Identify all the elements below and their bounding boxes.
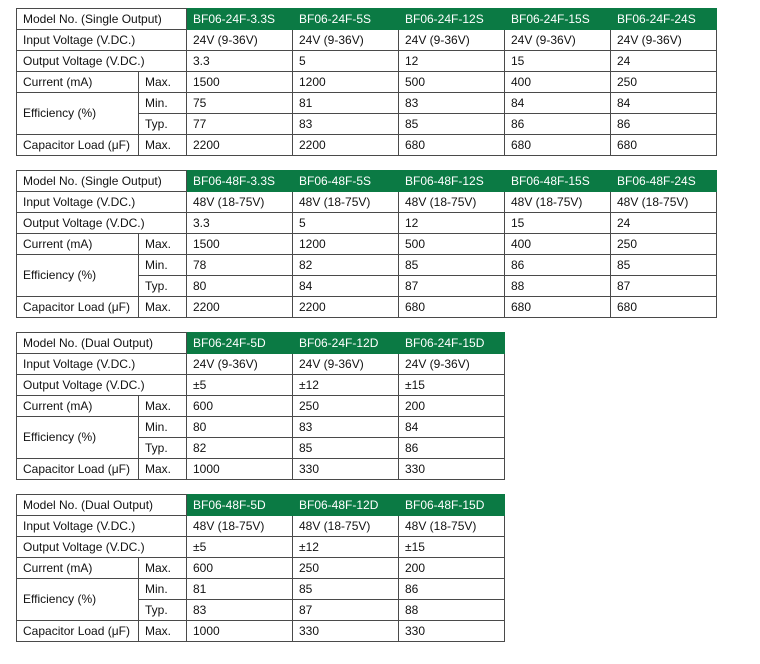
cell-value: 81 (293, 93, 399, 114)
cell-value: 250 (293, 396, 399, 417)
table-row (17, 93, 717, 114)
row-label: Output Voltage (V.DC.) (17, 537, 187, 558)
cell-value: 2200 (187, 297, 293, 318)
cell-value: 84 (399, 417, 505, 438)
cell-value: 15 (505, 213, 611, 234)
row-label: Current (mA) (17, 234, 139, 255)
cell-value: 400 (505, 72, 611, 93)
cell-value: ±5 (187, 537, 293, 558)
cell-value: 84 (293, 276, 399, 297)
cell-value: 330 (293, 459, 399, 480)
cell-value: 87 (611, 276, 717, 297)
row-qualifier: Typ. (139, 438, 187, 459)
cell-value: 88 (505, 276, 611, 297)
model-header: BF06-24F-3.3S (187, 9, 293, 30)
row-qualifier: Min. (139, 93, 187, 114)
cell-value: 680 (399, 297, 505, 318)
model-header: BF06-48F-15S (505, 171, 611, 192)
spec-table-48v-dual (16, 494, 505, 642)
cell-value: 24V (9-36V) (187, 354, 293, 375)
model-header: BF06-48F-5S (293, 171, 399, 192)
cell-value: 24V (9-36V) (187, 30, 293, 51)
cell-value: 330 (399, 621, 505, 642)
table-row (17, 354, 505, 375)
cell-value: 5 (293, 213, 399, 234)
table-row (17, 234, 717, 255)
cell-value: 86 (505, 255, 611, 276)
row-label: Input Voltage (V.DC.) (17, 354, 187, 375)
cell-value: 1000 (187, 459, 293, 480)
cell-value: 80 (187, 276, 293, 297)
cell-value: 330 (399, 459, 505, 480)
table-row (17, 333, 505, 354)
cell-value: 680 (611, 297, 717, 318)
cell-value: 88 (399, 600, 505, 621)
cell-value: 3.3 (187, 51, 293, 72)
cell-value: 83 (293, 114, 399, 135)
cell-value: 78 (187, 255, 293, 276)
table-row (17, 9, 717, 30)
row-qualifier: Min. (139, 255, 187, 276)
row-label: Capacitor Load (μF) (17, 459, 139, 480)
cell-value: 500 (399, 234, 505, 255)
table-row (17, 72, 717, 93)
cell-value: 24V (9-36V) (399, 30, 505, 51)
row-label: Capacitor Load (μF) (17, 297, 139, 318)
cell-value: 1200 (293, 72, 399, 93)
row-qualifier: Max. (139, 297, 187, 318)
cell-value: 200 (399, 396, 505, 417)
cell-value: 84 (611, 93, 717, 114)
table-row (17, 213, 717, 234)
model-header: BF06-48F-3.3S (187, 171, 293, 192)
row-qualifier: Typ. (139, 276, 187, 297)
cell-value: 75 (187, 93, 293, 114)
cell-value: 86 (399, 438, 505, 459)
model-header: BF06-48F-5D (187, 495, 293, 516)
cell-value: 77 (187, 114, 293, 135)
cell-value: 500 (399, 72, 505, 93)
cell-value: 48V (18-75V) (187, 516, 293, 537)
cell-value: 48V (18-75V) (399, 516, 505, 537)
table-title: Model No. (Dual Output) (17, 495, 187, 516)
table-row (17, 171, 717, 192)
model-header: BF06-24F-15S (505, 9, 611, 30)
row-qualifier: Max. (139, 621, 187, 642)
cell-value: 85 (399, 255, 505, 276)
table-row (17, 459, 505, 480)
row-label: Output Voltage (V.DC.) (17, 51, 187, 72)
cell-value: 5 (293, 51, 399, 72)
table-row (17, 417, 505, 438)
cell-value: 24V (9-36V) (611, 30, 717, 51)
row-label: Input Voltage (V.DC.) (17, 30, 187, 51)
model-header: BF06-24F-12S (399, 9, 505, 30)
table-row (17, 135, 717, 156)
cell-value: 2200 (187, 135, 293, 156)
cell-value: 48V (18-75V) (187, 192, 293, 213)
row-label: Capacitor Load (μF) (17, 621, 139, 642)
cell-value: 85 (399, 114, 505, 135)
cell-value: 330 (293, 621, 399, 642)
model-header: BF06-48F-15D (399, 495, 505, 516)
model-header: BF06-24F-5S (293, 9, 399, 30)
row-qualifier: Max. (139, 558, 187, 579)
table-row (17, 579, 505, 600)
cell-value: 83 (293, 417, 399, 438)
cell-value: 48V (18-75V) (611, 192, 717, 213)
model-header: BF06-24F-12D (293, 333, 399, 354)
cell-value: 48V (18-75V) (505, 192, 611, 213)
cell-value: 2200 (293, 135, 399, 156)
row-label: Input Voltage (V.DC.) (17, 516, 187, 537)
row-label: Current (mA) (17, 72, 139, 93)
cell-value: 1000 (187, 621, 293, 642)
cell-value: 15 (505, 51, 611, 72)
table-title: Model No. (Dual Output) (17, 333, 187, 354)
cell-value: 24V (9-36V) (293, 354, 399, 375)
table-row (17, 537, 505, 558)
cell-value: 680 (505, 297, 611, 318)
spec-table-24v-single (16, 8, 717, 156)
model-header: BF06-24F-15D (399, 333, 505, 354)
row-qualifier: Typ. (139, 600, 187, 621)
cell-value: 48V (18-75V) (293, 192, 399, 213)
cell-value: 81 (187, 579, 293, 600)
cell-value: 680 (611, 135, 717, 156)
cell-value: 12 (399, 51, 505, 72)
row-label: Efficiency (%) (17, 93, 139, 135)
row-label: Current (mA) (17, 558, 139, 579)
row-qualifier: Max. (139, 396, 187, 417)
table-title: Model No. (Single Output) (17, 9, 187, 30)
table-row (17, 255, 717, 276)
row-qualifier: Typ. (139, 114, 187, 135)
model-header: BF06-48F-12D (293, 495, 399, 516)
table-row (17, 516, 505, 537)
cell-value: 85 (611, 255, 717, 276)
table-row (17, 30, 717, 51)
cell-value: 24 (611, 51, 717, 72)
table-row (17, 297, 717, 318)
spec-table-24v-dual (16, 332, 505, 480)
cell-value: 680 (505, 135, 611, 156)
cell-value: 1500 (187, 72, 293, 93)
row-label: Current (mA) (17, 396, 139, 417)
table-row (17, 396, 505, 417)
table-row (17, 375, 505, 396)
cell-value: 12 (399, 213, 505, 234)
table-row (17, 495, 505, 516)
cell-value: 200 (399, 558, 505, 579)
cell-value: 83 (187, 600, 293, 621)
row-qualifier: Min. (139, 579, 187, 600)
table-row (17, 558, 505, 579)
cell-value: 24V (9-36V) (505, 30, 611, 51)
cell-value: 24 (611, 213, 717, 234)
table-row (17, 621, 505, 642)
row-qualifier: Max. (139, 234, 187, 255)
row-label: Output Voltage (V.DC.) (17, 213, 187, 234)
cell-value: ±5 (187, 375, 293, 396)
row-label: Input Voltage (V.DC.) (17, 192, 187, 213)
model-header: BF06-48F-12S (399, 171, 505, 192)
row-label: Efficiency (%) (17, 255, 139, 297)
cell-value: 84 (505, 93, 611, 114)
cell-value: ±12 (293, 537, 399, 558)
row-qualifier: Max. (139, 459, 187, 480)
cell-value: 86 (611, 114, 717, 135)
cell-value: 250 (611, 72, 717, 93)
row-label: Capacitor Load (μF) (17, 135, 139, 156)
cell-value: 80 (187, 417, 293, 438)
cell-value: ±15 (399, 537, 505, 558)
table-row (17, 51, 717, 72)
cell-value: 250 (611, 234, 717, 255)
row-label: Efficiency (%) (17, 417, 139, 459)
cell-value: 87 (399, 276, 505, 297)
cell-value: 85 (293, 438, 399, 459)
table-row (17, 192, 717, 213)
model-header: BF06-24F-5D (187, 333, 293, 354)
cell-value: 1200 (293, 234, 399, 255)
cell-value: 48V (18-75V) (293, 516, 399, 537)
cell-value: 83 (399, 93, 505, 114)
row-qualifier: Min. (139, 417, 187, 438)
cell-value: 82 (293, 255, 399, 276)
cell-value: ±12 (293, 375, 399, 396)
table-title: Model No. (Single Output) (17, 171, 187, 192)
cell-value: 400 (505, 234, 611, 255)
row-qualifier: Max. (139, 135, 187, 156)
cell-value: 85 (293, 579, 399, 600)
cell-value: 86 (505, 114, 611, 135)
cell-value: 1500 (187, 234, 293, 255)
cell-value: 86 (399, 579, 505, 600)
cell-value: 24V (9-36V) (293, 30, 399, 51)
cell-value: 87 (293, 600, 399, 621)
spec-table-48v-single (16, 170, 717, 318)
cell-value: 250 (293, 558, 399, 579)
cell-value: 82 (187, 438, 293, 459)
row-qualifier: Max. (139, 72, 187, 93)
cell-value: 24V (9-36V) (399, 354, 505, 375)
cell-value: 48V (18-75V) (399, 192, 505, 213)
cell-value: 680 (399, 135, 505, 156)
cell-value: 600 (187, 396, 293, 417)
cell-value: 2200 (293, 297, 399, 318)
model-header: BF06-24F-24S (611, 9, 717, 30)
model-header: BF06-48F-24S (611, 171, 717, 192)
row-label: Output Voltage (V.DC.) (17, 375, 187, 396)
cell-value: ±15 (399, 375, 505, 396)
cell-value: 600 (187, 558, 293, 579)
cell-value: 3.3 (187, 213, 293, 234)
row-label: Efficiency (%) (17, 579, 139, 621)
